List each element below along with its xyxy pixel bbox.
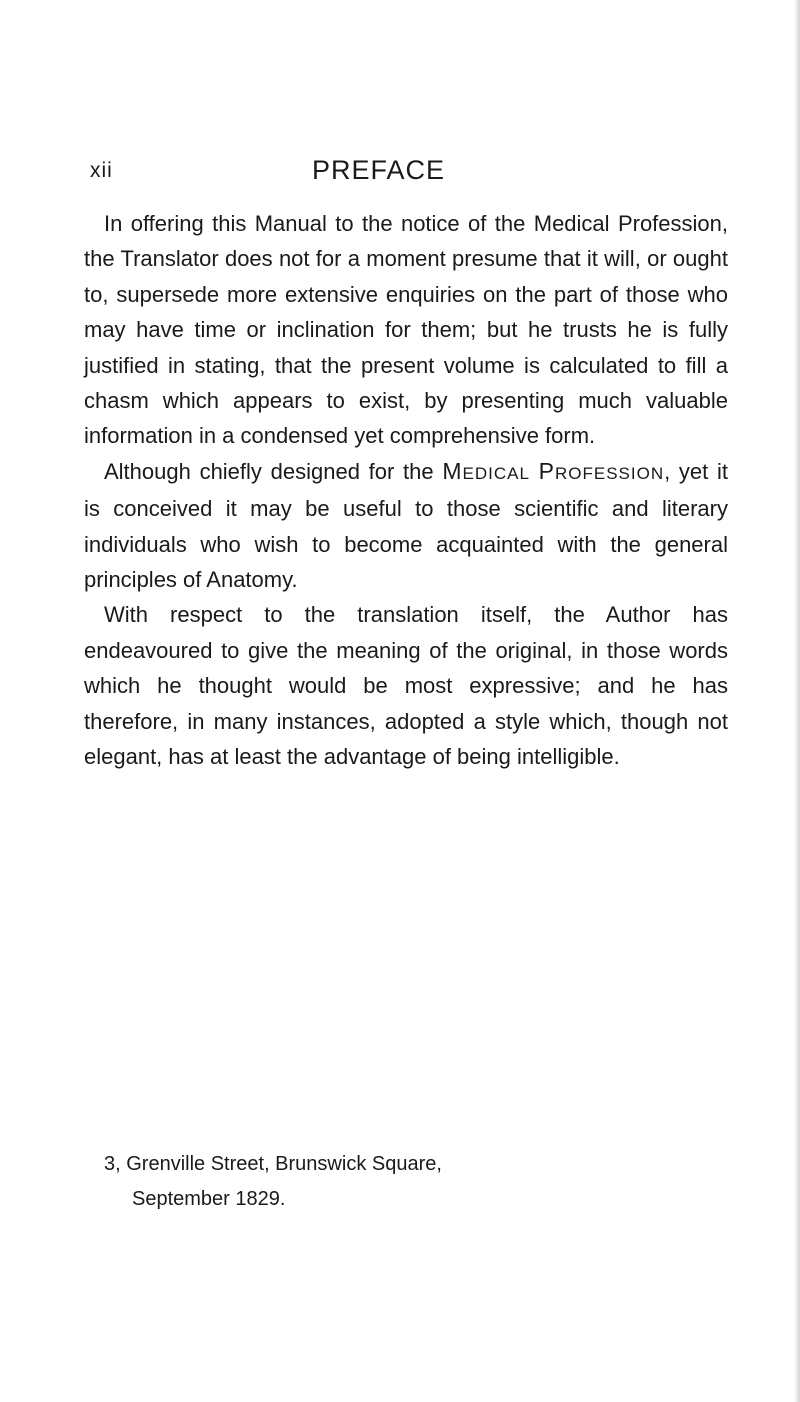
small-caps-initial-medical: M	[442, 457, 463, 484]
paragraph-3: With respect to the translation itself, the Author has endeavoured to give the meaning of the original, in those words which he thought would be most expressive; and he has therefore, in many instances, adopted a style which, though not elegant, has at least the advantage of being intelligible.	[84, 602, 728, 770]
paragraph-2	[84, 454, 728, 598]
small-caps-rest-profession: ROFESSION	[554, 463, 665, 483]
signature-date: September 1829.	[132, 1188, 286, 1210]
small-caps-rest-medical: EDICAL	[462, 463, 530, 483]
running-title: PREFACE	[312, 155, 446, 185]
running-head	[90, 155, 740, 195]
page-number: xii	[90, 159, 113, 182]
paragraph-2-after: , yet it is conceived it may be useful to those scientific and literary individuals who wish to become acquainted with the general principles of Anatomy.	[84, 458, 728, 593]
paragraph-1: In offering this Manual to the notice of the Medical Profession, the Translator does not for a moment presume that it will, or ought to, supersede more extensive enquiries on the part of those who may have time or inclination for them; but he trusts he is fully justified in stating, that the present volume is calculated to fill a chasm which appears to exist, by presenting much valuable information in a condensed yet comprehensive form.	[84, 211, 728, 449]
small-caps-initial-profession: P	[538, 457, 555, 484]
preface-body	[84, 206, 728, 775]
signature-block	[84, 1147, 442, 1217]
paragraph-2-before: Although chiefly designed for the	[104, 458, 443, 484]
page-edge-shadow	[794, 0, 800, 1402]
small-caps-space	[530, 459, 539, 484]
signature-address: 3, Grenville Street, Brunswick Square,	[104, 1153, 442, 1175]
